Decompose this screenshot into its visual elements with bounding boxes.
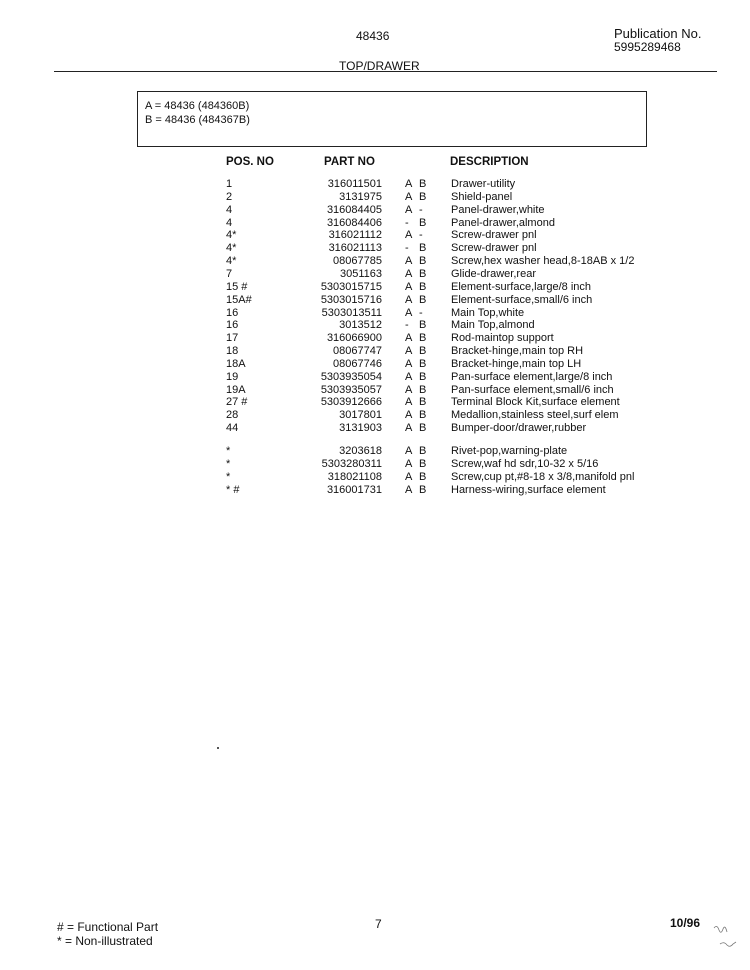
revision-date: 10/96 [670,916,701,930]
description-cell: Screw,cup pt,#8-18 x 3/8,manifold pnl [451,470,635,483]
model-b-cell: B [419,422,427,435]
part-number-cell: 316021113 [328,242,382,255]
description-cell: Screw-drawer pnl [451,229,537,242]
description-cell: Drawer-utility [451,178,516,190]
pos-cell: 16 [226,319,239,332]
table-row [0,471,750,484]
part-number-cell: 316066900 [326,332,382,345]
part-number-cell: 3017801 [339,409,382,422]
model-a-cell: A [405,332,413,345]
part-number-cell: 08067747 [333,345,382,357]
description-cell: Element-surface,small/6 inch [451,293,593,306]
description-cell: Pan-surface element,large/8 inch [451,370,613,383]
model-b-cell: B [419,255,427,268]
model-a-cell: A [405,422,413,435]
model-number: 48436 [356,29,390,43]
table-row [0,178,750,191]
model-b-cell: B [419,345,427,357]
model-b-cell: B [419,190,427,203]
description-cell: Shield-panel [451,190,513,203]
table-row [0,281,750,294]
model-a-cell: - [405,319,409,332]
pos-cell: 19A [226,383,246,396]
pos-cell: 19 [226,370,239,383]
handwritten-mark [708,920,744,956]
model-a-cell: A [405,445,413,457]
model-b-cell: - [419,203,423,216]
description-cell: Panel-drawer,white [451,203,545,216]
table-row [0,204,750,217]
description-cell: Harness-wiring,surface element [451,483,606,496]
model-a-cell: A [405,483,413,496]
part-number-cell: 08067746 [333,357,382,370]
part-number-cell: 316011501 [327,178,382,190]
model-a-cell: A [405,203,413,216]
table-row [0,307,750,320]
part-number-cell: 3131975 [339,190,382,203]
part-number-cell: 5303015716 [320,293,382,306]
model-b-cell: B [419,293,427,306]
scan-mark [217,747,219,749]
description-cell: Pan-surface element,small/6 inch [451,383,614,396]
part-number-cell: 5303935054 [320,370,382,383]
model-b-cell: B [419,178,427,190]
part-number-cell: 316084406 [326,216,382,229]
part-number-cell: 316021112 [328,229,382,242]
pos-cell: 15A# [226,293,252,306]
section-title: TOP/DRAWER [339,59,420,73]
part-number-cell: 5303280311 [321,457,382,470]
description-cell: Medallion,stainless steel,surf elem [451,409,619,422]
description-cell: Terminal Block Kit,surface element [451,396,620,409]
model-a-cell: - [405,242,409,255]
pos-cell: 4 [226,216,233,229]
pos-cell: 4 [226,203,233,216]
pos-cell: 18 [226,345,239,357]
header-divider [54,71,717,72]
model-a-cell: A [405,190,413,203]
description-cell: Rivet-pop,warning-plate [451,445,568,457]
part-number-cell: 08067785 [333,255,382,268]
table-row [0,268,750,281]
part-number-cell: 316001731 [326,483,382,496]
legend-functional-part: # = Functional Part [57,920,159,934]
model-b-cell: - [419,229,423,242]
model-a-cell: - [405,216,409,229]
model-b-line: B = 48436 (484367B) [145,114,250,126]
description-cell: Panel-drawer,almond [451,216,555,229]
table-row [0,191,750,204]
pos-cell: 16 [226,306,239,319]
model-b-cell: B [419,396,427,409]
table-row [0,484,750,497]
part-number-cell: 3013512 [339,319,382,332]
pos-cell: 28 [226,409,239,422]
table-row [0,358,750,371]
model-b-cell: B [419,383,427,396]
description-cell: Rod-maintop support [451,332,554,345]
pos-cell: 4* [226,255,237,268]
pos-cell: 2 [226,190,233,203]
model-a-cell: A [405,370,413,383]
description-cell: Bumper-door/drawer,rubber [451,422,587,435]
part-number-cell: 5303912666 [320,396,382,409]
model-b-cell: B [419,357,427,370]
part-number-cell: 318021108 [327,470,382,483]
model-b-cell: B [419,445,427,457]
table-row [0,229,750,242]
part-number-cell: 5303013511 [321,306,382,319]
model-b-cell: B [419,470,427,483]
model-a-cell: A [405,280,413,293]
model-a-cell: A [405,306,413,319]
table-row [0,255,750,268]
model-legend-box [137,91,647,147]
description-cell: Screw,waf hd sdr,10-32 x 5/16 [451,457,599,470]
description-cell: Main Top,almond [451,319,535,332]
table-row [0,409,750,422]
model-b-cell: B [419,332,427,345]
description-cell: Bracket-hinge,main top RH [451,345,584,357]
table-row [0,445,750,458]
pos-cell: 1 [226,178,233,190]
model-b-cell: B [419,267,427,280]
model-a-cell: A [405,457,413,470]
part-number-cell: 3051163 [339,267,382,280]
pos-cell: 15 # [226,280,248,293]
pos-cell: 4* [226,242,237,255]
model-a-cell: A [405,293,413,306]
pos-cell: * [226,470,231,483]
table-row [0,371,750,384]
publication-label: Publication No. [614,26,702,41]
publication-number: 5995289468 [614,40,681,54]
pos-cell: 7 [226,267,233,280]
model-a-cell: A [405,396,413,409]
model-a-cell: A [405,229,413,242]
part-number-cell: 3131903 [339,422,382,435]
description-cell: Screw,hex washer head,8-18AB x 1/2 [451,255,635,268]
column-header-pos: POS. NO [226,156,274,168]
pos-cell: * # [226,483,240,496]
model-b-cell: B [419,242,427,255]
legend-non-illustrated: * = Non-illustrated [57,934,153,948]
pos-cell: 27 # [226,396,248,409]
model-a-cell: A [405,178,413,190]
model-a-cell: A [405,357,413,370]
model-b-cell: B [419,370,427,383]
table-row [0,242,750,255]
part-number-cell: 3203618 [339,445,382,457]
pos-cell: 4* [226,229,237,242]
model-b-cell: B [419,409,427,422]
description-cell: Glide-drawer,rear [451,267,536,280]
pos-cell: * [226,445,231,457]
table-row [0,345,750,358]
description-cell: Bracket-hinge,main top LH [451,357,582,370]
table-row [0,294,750,307]
table-row [0,396,750,409]
model-a-cell: A [405,470,413,483]
model-a-cell: A [405,255,413,268]
model-a-cell: A [405,409,413,422]
description-cell: Screw-drawer pnl [451,242,537,255]
table-row [0,458,750,471]
column-header-part: PART NO [324,156,375,168]
model-a-line: A = 48436 (484360B) [145,100,250,112]
table-row [0,384,750,397]
table-row [0,319,750,332]
page-number: 7 [375,917,382,931]
model-a-cell: A [405,267,413,280]
description-cell: Main Top,white [451,306,525,319]
part-number-cell: 5303015715 [320,280,382,293]
pos-cell: * [226,457,231,470]
model-b-cell: B [419,319,427,332]
part-number-cell: 316084405 [326,203,382,216]
part-number-cell: 5303935057 [320,383,382,396]
pos-cell: 18A [226,357,246,370]
pos-cell: 17 [226,332,239,345]
column-header-description: DESCRIPTION [450,156,529,168]
table-row [0,422,750,435]
table-row [0,217,750,230]
model-b-cell: B [419,216,427,229]
pos-cell: 44 [226,422,239,435]
model-a-cell: A [405,383,413,396]
model-b-cell: B [419,483,427,496]
model-b-cell: B [419,457,427,470]
table-row [0,332,750,345]
model-b-cell: - [419,306,423,319]
description-cell: Element-surface,large/8 inch [451,280,592,293]
model-b-cell: B [419,280,427,293]
model-a-cell: A [405,345,413,357]
